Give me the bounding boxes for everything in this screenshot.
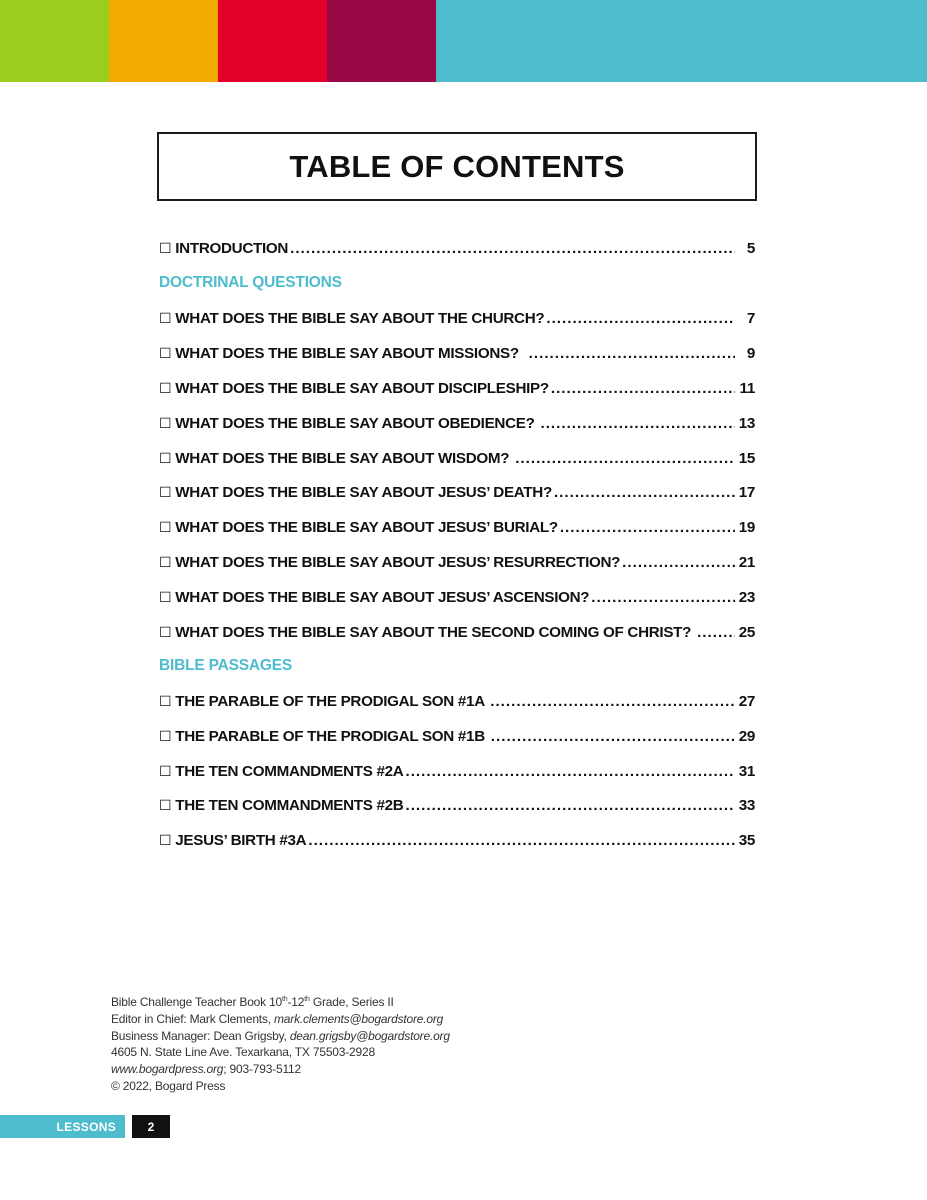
grade-range-text: -12 <box>287 995 305 1009</box>
toc-entry[interactable] <box>159 412 755 434</box>
toc-entry[interactable] <box>159 586 755 608</box>
dot-leader <box>551 379 735 399</box>
phone-text: ; 903-793-5112 <box>223 1062 301 1077</box>
toc-entry-page: 9 <box>746 345 755 362</box>
checkbox-icon[interactable]: ☐ <box>159 241 172 257</box>
toc-entry-introduction[interactable] <box>159 237 755 259</box>
toc-entry-page: 33 <box>738 797 755 814</box>
editor-label: Editor in Chief: Mark Clements, <box>111 1011 274 1026</box>
checkbox-icon[interactable]: ☐ <box>159 416 172 432</box>
contact-line <box>111 1061 450 1078</box>
toc-entry-label: WHAT DOES THE BIBLE SAY ABOUT JESUS’ RESURRECTION? <box>175 554 621 571</box>
page-number: 2 <box>132 1115 170 1138</box>
toc-entry-label: WHAT DOES THE BIBLE SAY ABOUT JESUS’ DEATH? <box>175 484 552 501</box>
checkbox-icon[interactable]: ☐ <box>159 381 172 397</box>
grade-superscript: th <box>282 996 288 1003</box>
editor-email: mark.clements@bogardstore.org <box>274 1011 444 1026</box>
manager-line <box>111 1028 450 1045</box>
toc-entry[interactable] <box>159 377 755 399</box>
toc-entry-label: THE TEN COMMANDMENTS #2A <box>175 763 404 780</box>
toc-entry-label: JESUS’ BIRTH #3A <box>175 832 307 849</box>
dot-leader <box>290 239 735 259</box>
toc-entry-page: 31 <box>738 763 755 780</box>
toc-entry-page: 29 <box>738 728 755 745</box>
toc-entry-label: WHAT DOES THE BIBLE SAY ABOUT OBEDIENCE? <box>175 415 539 432</box>
toc-entry-page: 23 <box>738 589 755 606</box>
page-title: TABLE OF CONTENTS <box>289 148 625 184</box>
toc-entry-page: 7 <box>746 310 755 327</box>
toc-entry[interactable] <box>159 794 755 816</box>
toc-entry[interactable] <box>159 342 755 364</box>
toc-entry[interactable] <box>159 551 755 573</box>
toc-entry[interactable] <box>159 829 755 851</box>
address-line: 4605 N. State Line Ave. Texarkana, TX 75503-2928 <box>111 1045 375 1060</box>
toc-entry[interactable] <box>159 760 755 782</box>
dot-leader <box>405 762 735 782</box>
toc-entry-label: THE PARABLE OF THE PRODIGAL SON #1A <box>175 693 489 710</box>
toc-entry-page: 27 <box>738 693 755 710</box>
toc-entry-page: 11 <box>739 380 755 397</box>
section-tab-lessons: LESSONS <box>0 1115 125 1138</box>
checkbox-icon[interactable]: ☐ <box>159 625 172 641</box>
dot-leader <box>554 483 735 503</box>
toc-entry[interactable] <box>159 481 755 503</box>
toc-entry-page: 15 <box>738 450 755 467</box>
toc-entry-label: WHAT DOES THE BIBLE SAY ABOUT MISSIONS? <box>175 345 527 362</box>
dot-leader <box>491 727 735 747</box>
grade-superscript: th <box>304 996 310 1003</box>
section-heading-doctrinal: DOCTRINAL QUESTIONS <box>159 274 342 291</box>
toc-entry-label: THE TEN COMMANDMENTS #2B <box>175 797 404 814</box>
toc-entry[interactable] <box>159 516 755 538</box>
green-block <box>0 0 109 82</box>
checkbox-icon[interactable]: ☐ <box>159 729 172 745</box>
checkbox-icon[interactable]: ☐ <box>159 555 172 571</box>
editor-line <box>111 1011 450 1028</box>
dot-leader <box>405 796 735 816</box>
title-box <box>157 132 757 201</box>
dot-leader <box>697 623 735 643</box>
toc-entry-label: WHAT DOES THE BIBLE SAY ABOUT JESUS’ BURIAL? <box>175 519 558 536</box>
toc-entry-label: THE PARABLE OF THE PRODIGAL SON #1B <box>175 728 489 745</box>
checkbox-icon[interactable]: ☐ <box>159 833 172 849</box>
dot-leader <box>490 692 735 712</box>
dot-leader <box>546 309 735 329</box>
dot-leader <box>529 344 735 364</box>
checkbox-icon[interactable]: ☐ <box>159 798 172 814</box>
toc-entry-label: INTRODUCTION <box>175 240 289 257</box>
toc-entry[interactable] <box>159 307 755 329</box>
book-title-line <box>111 992 450 1011</box>
checkbox-icon[interactable]: ☐ <box>159 311 172 327</box>
checkbox-icon[interactable]: ☐ <box>159 346 172 362</box>
checkbox-icon[interactable]: ☐ <box>159 485 172 501</box>
toc-entry-label: WHAT DOES THE BIBLE SAY ABOUT THE CHURCH? <box>175 310 545 327</box>
toc-entry-page: 5 <box>746 240 755 257</box>
toc-entry[interactable] <box>159 447 755 469</box>
toc-entry[interactable] <box>159 621 755 643</box>
series-text: Grade, Series II <box>309 995 394 1009</box>
publication-info <box>111 992 450 1095</box>
dot-leader <box>540 414 735 434</box>
toc-entry-page: 19 <box>738 519 755 536</box>
toc-entry-label: WHAT DOES THE BIBLE SAY ABOUT DISCIPLESHIP? <box>175 380 549 397</box>
manager-email: dean.grigsby@bogardstore.org <box>289 1028 450 1043</box>
teal-block <box>436 0 927 82</box>
toc-entry[interactable] <box>159 690 755 712</box>
checkbox-icon[interactable]: ☐ <box>159 451 172 467</box>
maroon-block <box>327 0 436 82</box>
copyright-line: © 2022, Bogard Press <box>111 1078 226 1093</box>
dot-leader <box>591 588 735 608</box>
toc-entry-page: 21 <box>738 554 755 571</box>
toc-entry-page: 17 <box>738 484 755 501</box>
toc-entry-page: 25 <box>738 624 755 641</box>
toc-entry-page: 13 <box>738 415 755 432</box>
toc-entry-page: 35 <box>738 832 755 849</box>
checkbox-icon[interactable]: ☐ <box>159 764 172 780</box>
toc-entry[interactable] <box>159 725 755 747</box>
checkbox-icon[interactable]: ☐ <box>159 520 172 536</box>
website-text: www.bogardpress.org <box>111 1062 224 1077</box>
checkbox-icon[interactable]: ☐ <box>159 590 172 606</box>
manager-label: Business Manager: Dean Grigsby, <box>111 1028 290 1043</box>
book-title-text: Bible Challenge Teacher Book 10 <box>111 995 283 1009</box>
dot-leader <box>308 831 735 851</box>
dot-leader <box>515 449 735 469</box>
red-block <box>218 0 327 82</box>
checkbox-icon[interactable]: ☐ <box>159 694 172 710</box>
toc-entry-label: WHAT DOES THE BIBLE SAY ABOUT JESUS’ ASCENSION? <box>175 589 590 606</box>
dot-leader <box>622 553 735 573</box>
toc-entry-label: WHAT DOES THE BIBLE SAY ABOUT THE SECOND COMING OF CHRIST? <box>175 624 696 641</box>
orange-block <box>109 0 218 82</box>
toc-entry-label: WHAT DOES THE BIBLE SAY ABOUT WISDOM? <box>175 450 514 467</box>
dot-leader <box>560 518 735 538</box>
section-heading-passages: BIBLE PASSAGES <box>159 657 292 674</box>
color-header-bar <box>0 0 927 82</box>
